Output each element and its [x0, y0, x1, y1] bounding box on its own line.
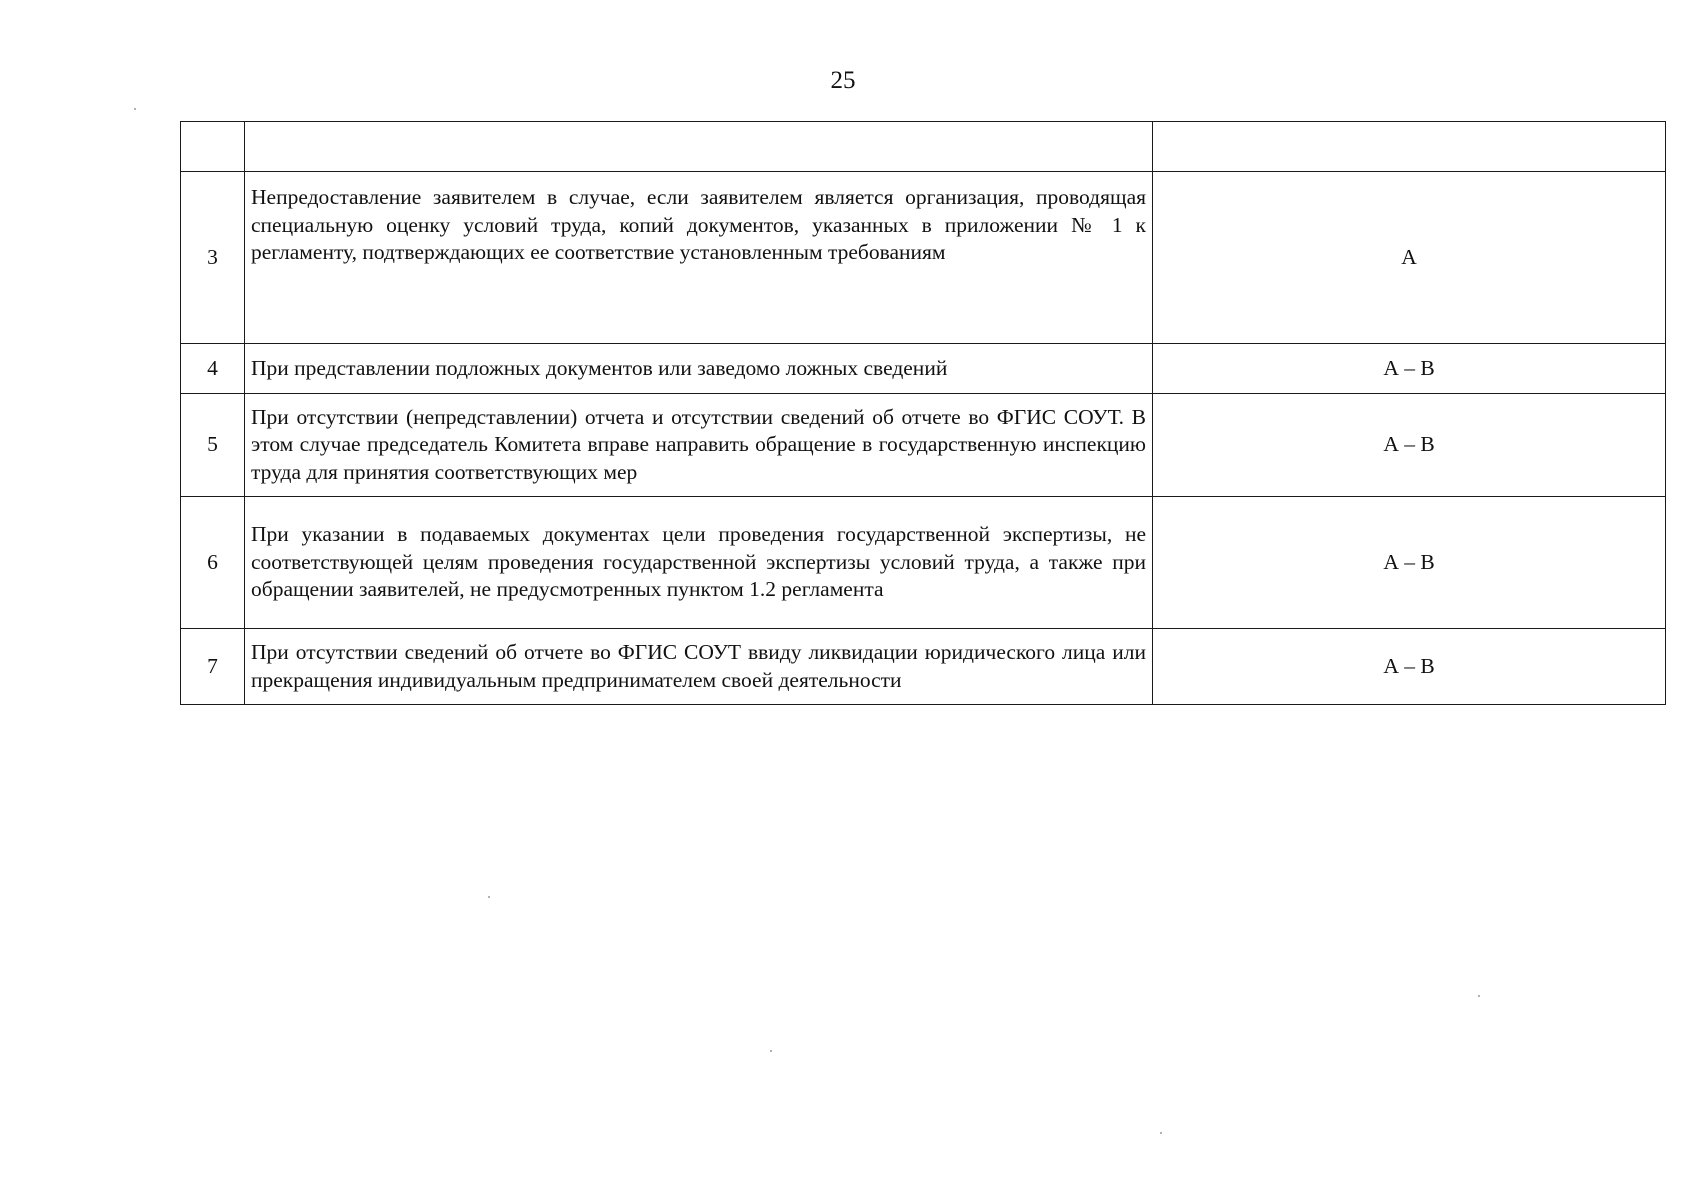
row-category: А — [1153, 172, 1666, 344]
row-number: 5 — [181, 394, 245, 497]
row-number: 7 — [181, 629, 245, 705]
row-description: При представлении подложных документов или заведомо ложных сведений — [245, 344, 1153, 394]
scan-speck — [488, 896, 490, 898]
table-row — [181, 344, 1666, 394]
row-number: 4 — [181, 344, 245, 394]
grounds-table — [180, 121, 1666, 705]
header-cell-text — [245, 122, 1153, 172]
row-number: 3 — [181, 172, 245, 344]
row-category: А – В — [1153, 629, 1666, 705]
row-number: 6 — [181, 497, 245, 629]
row-description: Непредоставление заявителем в случае, если заявителем является организация, проводящая специальную оценку условий труда, копий документов, указанных в приложении № 1 к регламенту, подтверждающих ее соответствие установленным требованиям — [245, 172, 1153, 344]
table-row — [181, 394, 1666, 497]
row-category: А – В — [1153, 394, 1666, 497]
row-category: А – В — [1153, 344, 1666, 394]
row-category: А – В — [1153, 497, 1666, 629]
row-description: При отсутствии (непредставлении) отчета и отсутствии сведений об отчете во ФГИС СОУТ. В этом случае председатель Комитета вправе направить обращение в государственную инспекцию труда для принятия соответствующих мер — [245, 394, 1153, 497]
table-row — [181, 497, 1666, 629]
scan-speck — [134, 108, 136, 110]
scan-speck — [1478, 995, 1480, 997]
header-cell-num — [181, 122, 245, 172]
row-description: При отсутствии сведений об отчете во ФГИС СОУТ ввиду ликвидации юридического лица или прекращения индивидуальным предпринимателем своей деятельности — [245, 629, 1153, 705]
scan-speck — [770, 1050, 772, 1052]
row-description: При указании в подаваемых документах цели проведения государственной экспертизы, не соответствующей целям проведения государственной экспертизы условий труда, а также при обращении заявителей, не предусмотренных пунктом 1.2 регламента — [245, 497, 1153, 629]
table-header-row — [181, 122, 1666, 172]
table-row — [181, 629, 1666, 705]
scan-speck — [1160, 1132, 1162, 1134]
header-cell-category — [1153, 122, 1666, 172]
page-number: 25 — [830, 67, 856, 94]
table-row — [181, 172, 1666, 344]
